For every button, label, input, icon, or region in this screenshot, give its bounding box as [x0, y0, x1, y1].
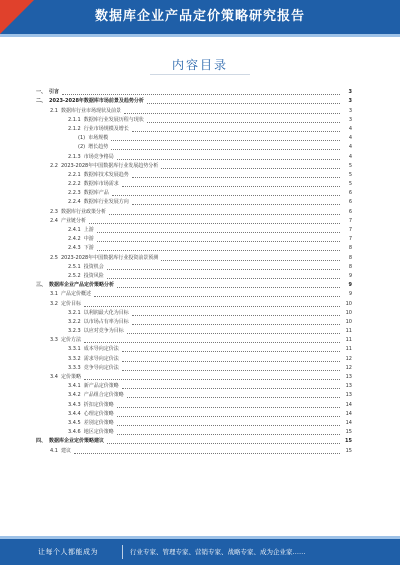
toc-dot-leader: [74, 453, 340, 454]
toc-entry-text: 市场规模: [88, 135, 109, 142]
toc-entry-number: 3.4.3: [68, 401, 81, 408]
toc-entry-page: 14: [345, 419, 352, 426]
toc-entry-number: 2.2.2: [68, 181, 81, 188]
toc-entry[interactable]: [36, 344, 352, 353]
toc-entry-text: 产业链分析: [60, 217, 86, 224]
toc-entry-number: 3.2.2: [68, 318, 81, 325]
toc-dot-leader: [122, 351, 340, 352]
toc-dot-leader: [147, 103, 340, 104]
toc-dot-leader: [122, 361, 340, 362]
toc-entry-page: 10: [345, 309, 352, 316]
toc-entry-number: 2.1: [50, 107, 58, 114]
toc-entry[interactable]: [36, 161, 352, 170]
toc-entry-text: 数据库企业定价策略建议: [49, 438, 105, 445]
toc-entry-number: 2.5.1: [68, 263, 81, 270]
toc-entry[interactable]: [36, 188, 352, 197]
toc-entry-text: 以应对竞争为目标: [83, 328, 124, 335]
toc-dot-leader: [132, 177, 340, 178]
toc-dot-leader: [107, 269, 340, 270]
toc-dot-leader: [132, 131, 340, 132]
toc-entry[interactable]: [36, 115, 352, 124]
toc-entry-text: 中游: [83, 236, 94, 243]
toc-entry-text: 折扣定价策略: [83, 401, 114, 408]
toc-entry-page: 10: [345, 300, 352, 307]
toc-entry-page: 6: [348, 190, 352, 197]
toc-entry-number: 二、: [36, 98, 47, 105]
toc-entry-number: 2.5: [50, 254, 58, 261]
toc-entry-page: 6: [348, 208, 352, 215]
toc-entry-text: 引言: [49, 89, 60, 96]
toc-entry-page: 4: [348, 153, 352, 160]
toc-entry-text: 以利润最大化为目标: [83, 309, 129, 316]
toc-entry[interactable]: [36, 381, 352, 390]
toc-entry-page: 4: [348, 125, 352, 132]
toc-entry-page: 12: [345, 364, 352, 371]
toc-entry-text: 上游: [83, 227, 94, 233]
toc-entry[interactable]: [36, 105, 352, 114]
toc-dot-leader: [117, 416, 340, 417]
toc-entry-page: 15: [345, 447, 352, 454]
toc-dot-leader: [117, 425, 340, 426]
toc-entry-page: 11: [345, 337, 352, 344]
toc-entry-number: 2.1.2: [68, 125, 81, 132]
toc-entry-page: 13: [345, 392, 352, 399]
toc-dot-leader: [127, 333, 340, 334]
toc-dot-leader: [122, 186, 340, 187]
toc-entry-page: 11: [345, 328, 352, 335]
toc-entry[interactable]: [36, 133, 352, 142]
toc-dot-leader: [62, 94, 340, 95]
toc-entry[interactable]: [36, 298, 352, 307]
toc-entry-text: 市场竞争格局: [83, 153, 114, 160]
toc-entry-text: 竞争导向定价法: [83, 364, 119, 371]
toc-entry-page: 7: [348, 227, 352, 233]
toc-entry[interactable]: [36, 96, 352, 105]
toc-dot-leader: [111, 140, 340, 141]
toc-entry-text: 定价目标: [60, 300, 81, 307]
toc-dot-leader: [89, 223, 340, 224]
toc-entry[interactable]: [36, 308, 352, 317]
toc-entry-text: 以市场占有率为目标: [83, 318, 129, 325]
toc-entry[interactable]: [36, 87, 352, 96]
toc-entry-page: 9: [348, 272, 352, 279]
toc-entry[interactable]: [36, 225, 352, 234]
toc-entry-text: 成本导向定价法: [83, 346, 119, 353]
toc-entry[interactable]: [36, 289, 352, 298]
toc-entry-page: 3: [348, 89, 352, 96]
toc-dot-leader: [132, 204, 340, 205]
toc-entry[interactable]: [36, 280, 352, 289]
toc-entry-number: 3.4.4: [68, 410, 81, 417]
toc-title: 内容目录: [171, 58, 228, 72]
toc-entry-number: 2.4.3: [68, 245, 81, 252]
toc-entry-number: 3.4.1: [68, 383, 81, 390]
toc-dot-leader: [161, 260, 340, 261]
toc-entry-number: 一、: [36, 89, 47, 96]
toc-entry-number: 3.2.3: [68, 328, 81, 335]
toc-entry-page: 11: [345, 346, 352, 353]
toc-title-rule: [150, 74, 250, 75]
toc-entry-page: 13: [345, 374, 352, 380]
toc-entry[interactable]: [36, 151, 352, 160]
toc-entry[interactable]: [36, 409, 352, 418]
toc-entry-text: 下游: [83, 245, 94, 252]
toc-entry-text: 定价方法: [60, 337, 81, 344]
toc-entry-text: 数据库行业市场现状及前景: [60, 107, 121, 114]
footer-tagline: 行业专家、管理专家、营销专家、战略专家、成为企业家……: [130, 548, 306, 556]
toc-dot-leader: [84, 342, 340, 343]
toc-entry[interactable]: [36, 335, 352, 344]
toc-dot-leader: [132, 324, 340, 325]
toc-dot-leader: [117, 407, 340, 408]
toc-entry-page: 14: [345, 401, 352, 408]
toc-dot-leader: [161, 168, 340, 169]
toc-entry-number: 3.4.6: [68, 429, 81, 436]
toc-entry[interactable]: [36, 262, 352, 271]
toc-entry[interactable]: [36, 216, 352, 225]
toc-entry-number: 3.1: [50, 291, 58, 298]
toc-entry-text: 投资风险: [83, 272, 104, 279]
toc-dot-leader: [107, 443, 340, 444]
toc-entry-text: 数据库行业政策分析: [60, 208, 106, 215]
toc-entry-number: 4.1: [50, 447, 58, 454]
toc-entry-page: 9: [348, 291, 352, 298]
toc-dot-leader: [84, 306, 340, 307]
toc-dot-leader: [127, 397, 340, 398]
toc-entry-text: 新产品定价策略: [83, 383, 119, 390]
toc-entry[interactable]: [36, 436, 352, 445]
toc-entry-page: 10: [345, 318, 352, 325]
toc-entry-number: 2.2: [50, 162, 58, 169]
toc-entry-number: 三、: [36, 282, 47, 289]
toc-dot-leader: [147, 122, 340, 123]
toc-entry-number: 3.3.3: [68, 364, 81, 371]
toc-entry-text: 2023-2028年中国数据库行业发展趋势分析: [60, 162, 159, 169]
toc-entry-text: 增长趋势: [88, 144, 109, 151]
toc-entry[interactable]: [36, 271, 352, 280]
toc-entry[interactable]: [36, 418, 352, 427]
toc-entry[interactable]: [36, 234, 352, 243]
toc-entry-page: 5: [348, 171, 352, 178]
toc-entry-page: 13: [345, 383, 352, 390]
toc-dot-leader: [107, 278, 340, 279]
toc-entry-page: 6: [348, 199, 352, 206]
toc-entry[interactable]: [36, 326, 352, 335]
toc-dot-leader: [97, 241, 340, 242]
toc-dot-leader: [122, 388, 340, 389]
toc-entry-page: 3: [348, 98, 352, 105]
toc-entry-text: 需求导向定价法: [83, 355, 119, 362]
toc-entry-number: 3.3.1: [68, 346, 81, 353]
toc-entry-page: 4: [348, 144, 352, 151]
toc-entry-number: 2.4.1: [68, 227, 81, 233]
toc-entry-page: 8: [348, 254, 352, 261]
toc-entry-number: (1): [78, 135, 86, 142]
toc-entry-number: 3.4: [50, 374, 58, 380]
toc-entry[interactable]: [36, 206, 352, 215]
toc-entry-number: 3.3.2: [68, 355, 81, 362]
toc-entry[interactable]: [36, 372, 352, 381]
toc-entry-text: 差别定价策略: [83, 419, 114, 426]
toc-entry-page: 5: [348, 181, 352, 188]
toc-entry-number: 2.2.4: [68, 199, 81, 206]
toc-entry[interactable]: [36, 445, 352, 454]
toc-dot-leader: [117, 159, 340, 160]
toc-entry[interactable]: [36, 142, 352, 151]
toc-dot-leader: [97, 232, 340, 233]
toc-entry-page: 14: [345, 410, 352, 417]
toc-dot-leader: [111, 149, 340, 150]
toc-entry[interactable]: [36, 399, 352, 408]
toc-entry-page: 8: [348, 245, 352, 252]
footer-slogan: 让每个人都能成为: [38, 548, 98, 556]
toc-entry[interactable]: [36, 252, 352, 261]
toc-entry-page: 3: [348, 116, 352, 123]
toc-entry-text: 2023-2028年中国数据库行业投资前景预测: [60, 254, 159, 261]
toc-entry-text: 定价策略: [60, 374, 81, 380]
toc-dot-leader: [109, 214, 340, 215]
toc-entry-page: 12: [345, 355, 352, 362]
toc-entry-page: 9: [348, 282, 352, 289]
toc-dot-leader: [84, 379, 340, 380]
toc-dot-leader: [117, 287, 340, 288]
toc-entry-text: 地区定价策略: [83, 429, 114, 436]
toc-entry-text: 数据库技术发展趋势: [83, 171, 129, 178]
toc-entry-number: (2): [78, 144, 86, 151]
toc-entry-text: 建议: [60, 447, 71, 454]
toc-entry-page: 15: [345, 438, 352, 445]
toc-entry[interactable]: [36, 390, 352, 399]
toc-dot-leader: [94, 296, 340, 297]
toc-entry[interactable]: [36, 170, 352, 179]
toc-entry-number: 四、: [36, 438, 47, 445]
toc-dot-leader: [122, 370, 340, 371]
toc-entry[interactable]: [36, 353, 352, 362]
toc-dot-leader: [124, 113, 340, 114]
toc-dot-leader: [112, 195, 340, 196]
toc-entry[interactable]: [36, 317, 352, 326]
toc-entry-number: 3.4.5: [68, 419, 81, 426]
toc-entry-number: 2.1.1: [68, 116, 81, 123]
toc-entry-page: 4: [348, 135, 352, 142]
toc-entry-number: 2.4: [50, 217, 58, 224]
toc-entry-text: 数据库行业发展历程与现状: [83, 116, 144, 123]
toc-entry-number: 3.4.2: [68, 392, 81, 399]
toc-entry-text: 投资机会: [83, 263, 104, 270]
toc-entry-number: 3.3: [50, 337, 58, 344]
toc-entry-number: 2.1.3: [68, 153, 81, 160]
toc-entry-page: 8: [348, 263, 352, 270]
toc-entry-text: 数据库产品: [83, 190, 109, 197]
report-title: 数据库企业产品定价策略研究报告: [94, 9, 305, 24]
toc-entry-text: 2023-2028年数据库市场前景及趋势分析: [49, 98, 144, 105]
toc-entry[interactable]: [36, 197, 352, 206]
toc-dot-leader: [132, 315, 340, 316]
toc-entry[interactable]: [36, 363, 352, 372]
header-divider: [0, 34, 400, 37]
toc-entry-number: 2.4.2: [68, 236, 81, 243]
toc-entry-text: 数据库市场需求: [83, 181, 119, 188]
toc-entry-number: 2.5.2: [68, 272, 81, 279]
toc-entry-page: 5: [348, 162, 352, 169]
toc-entry-page: 7: [348, 236, 352, 243]
toc-dot-leader: [117, 434, 340, 435]
toc-dot-leader: [97, 250, 340, 251]
toc-entry-page: 15: [345, 429, 352, 436]
toc-entry-page: 3: [348, 107, 352, 114]
toc-entry-text: 心理定价策略: [83, 410, 114, 417]
toc-entry-number: 3.2: [50, 300, 58, 307]
toc-entry[interactable]: [36, 124, 352, 133]
toc-entry-text: 数据库企业产品定价策略分析: [49, 282, 115, 289]
toc-entry[interactable]: [36, 179, 352, 188]
toc-entry-text: 数据库行业发展方向: [83, 199, 129, 206]
toc-entry-number: 3.2.1: [68, 309, 81, 316]
toc-entry[interactable]: [36, 427, 352, 436]
toc-entry-text: 行业市场规模及增长: [83, 125, 129, 132]
toc-entry[interactable]: [36, 243, 352, 252]
toc-entry-text: 产品组合定价策略: [83, 392, 124, 399]
footer-divider: [122, 545, 123, 559]
toc-entry-number: 2.2.3: [68, 190, 81, 197]
toc-entry-page: 7: [348, 217, 352, 224]
toc-entry-text: 产品定价概述: [60, 291, 91, 298]
toc-entry-number: 2.3: [50, 208, 58, 215]
table-of-contents: [36, 87, 352, 455]
toc-entry-number: 2.2.1: [68, 171, 81, 178]
